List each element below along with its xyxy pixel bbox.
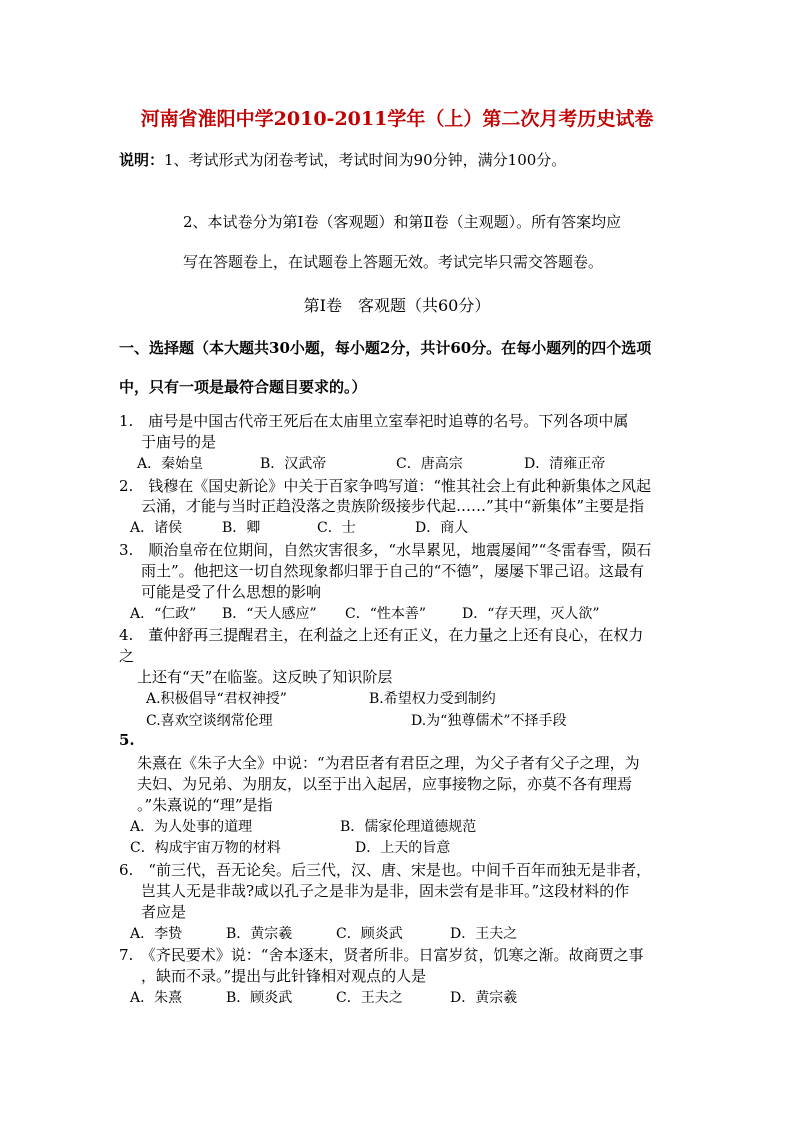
option-d: D．“存天理，灭人欲” [462,606,600,622]
option-b: B．汉武帝 [260,456,327,472]
option-a: A．“仁政” [130,606,197,622]
option-b: B．“天人感应” [222,606,317,622]
option-c: C．“性本善” [345,606,427,622]
question-text: 2. 钱穆在《国史新论》中关于百家争鸣写道：“惟其社会上有此种新集体之风起 [119,477,651,495]
question-text: ，缺而不录。”提出与此针锋相对观点的人是 [141,967,427,985]
option-c: C．顾炎武 [336,926,403,942]
option-c: C．唐高宗 [396,456,463,472]
option-d: D.为“独尊儒术”不择手段 [411,713,567,729]
note-item2-line1: 2、本试卷分为第Ⅰ卷（客观题）和第Ⅱ卷（主观题）。所有答案均应 [183,213,622,231]
option-c: C.喜欢空谈纲常伦理 [146,713,273,729]
note-item1: 1、考试形式为闭卷考试，考试时间为90分钟，满分100分。 [164,151,567,169]
option-d: D．王夫之 [450,926,518,942]
question-text: 夫妇、为兄弟、为朋友，以至于出入起居，应事接物之际，亦莫不各有理焉 [137,775,633,793]
question-text: 岂其人无是非哉?咸以孔子之是非为是非，固未尝有是非耳。”这段材料的作 [141,882,630,900]
note-label: 说明： [119,151,165,169]
option-b: B.希望权力受到制约 [369,691,496,707]
question-text: 雨土”。他把这一切自然现象都归罪于自己的“不德”，屡屡下罪己诏。这最有 [141,562,645,580]
option-a: A．李贽 [130,926,183,942]
option-d: D．清雍正帝 [524,456,606,472]
option-b: B．黄宗羲 [226,926,293,942]
question-text: 者应是 [141,903,187,921]
question-text: 7. 《齐民要术》说：“舍本逐末，贤者所非。日富岁贫，饥寒之渐。故商贾之事 [119,946,644,964]
instructions-line2: 中，只有一项是最符合题目要求的。） [119,378,367,396]
exam-note-line1 [119,149,566,170]
question-text: 4. 董仲舒再三提醒君主，在利益之上还有正义，在力量之上还有良心，在权力 [119,626,644,644]
option-a: A．秦始皇 [137,456,204,472]
option-a: A．为人处事的道理 [130,819,253,835]
section-title: 第Ⅰ卷 客观题（共60分） [303,296,491,315]
option-b: B．卿 [222,520,261,536]
option-c: C．王夫之 [336,990,403,1006]
question-text: 于庙号的是 [141,433,217,451]
option-d: D．商人 [415,520,469,536]
question-text: 。”朱熹说的“理”是指 [137,796,273,814]
option-b: B．顾炎武 [226,990,293,1006]
instructions-line1: 一、选择题（本大题共30小题，每小题2分，共计60分。在每小题列的四个选项 [119,339,652,357]
question-text: 之 [119,647,135,665]
page-title: 河南省淮阳中学2010-2011学年（上）第二次月考历史试卷 [140,108,654,130]
question-text: 云涌，才能与当时正趋没落之贵族阶级接步代起……”其中“新集体”主要是指 [141,497,645,515]
question-text: 6. “前三代，吾无论矣。后三代，汉、唐、宋是也。中间千百年而独无是非者， [119,861,651,879]
option-c: C．构成宇宙万物的材料 [130,840,281,856]
option-b: B．儒家伦理道德规范 [340,819,477,835]
option-d: D．上天的旨意 [355,840,451,856]
note-item2-line2: 写在答题卷上，在试题卷上答题无效。考试完毕只需交答题卷。 [183,253,604,271]
question-number: 5. [119,731,135,749]
option-a: A.积极倡导“君权神授” [146,691,287,707]
option-a: A．朱熹 [130,990,183,1006]
question-text: 1. 庙号是中国古代帝王死后在太庙里立室奉祀时追尊的名号。下列各项中属 [119,412,629,430]
option-c: C．士 [317,520,356,536]
question-text: 3. 顺治皇帝在位期间，自然灾害很多，“水旱累见，地震屡闻”“冬雷春雪，陨石 [119,541,652,559]
question-text: 可能是受了什么思想的影响 [141,583,322,601]
question-text: 朱熹在《朱子大全》中说：“为君臣者有君臣之理，为父子者有父子之理，为 [137,754,640,772]
option-a: A．诸侯 [130,520,183,536]
option-d: D．黄宗羲 [450,990,518,1006]
question-text: 上还有“天”在临鉴。这反映了知识阶层 [137,668,393,686]
